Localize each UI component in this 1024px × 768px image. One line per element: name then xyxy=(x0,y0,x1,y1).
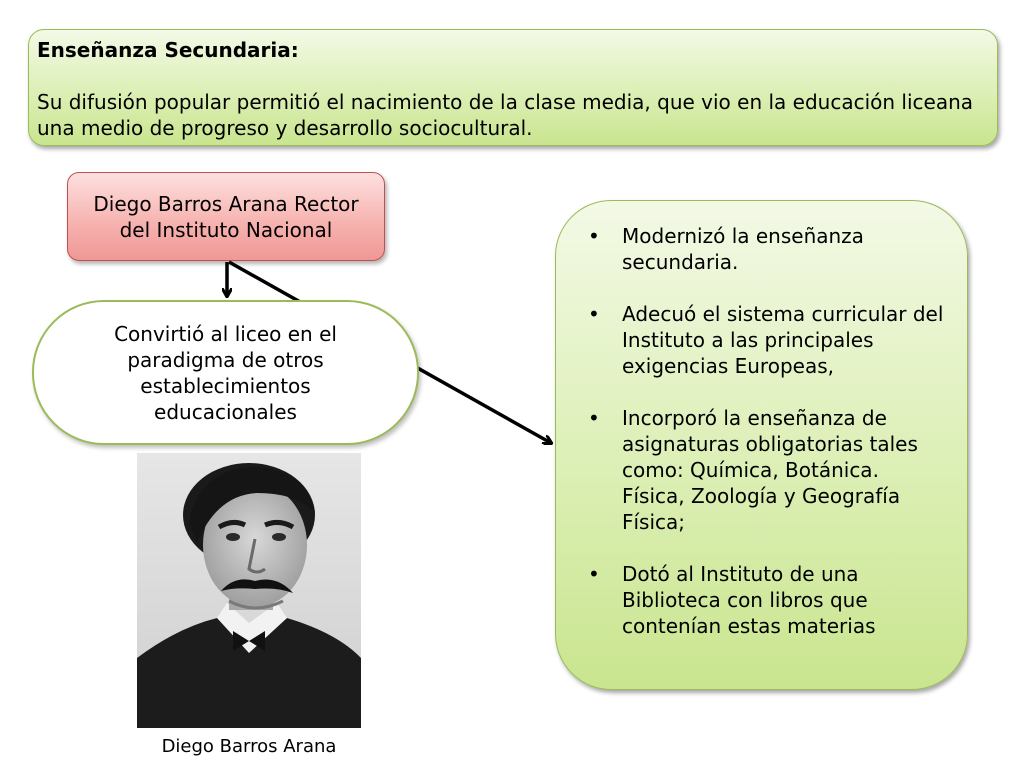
liceo-paradigm-box xyxy=(32,300,419,445)
header-text: Su difusión popular permitió el nacimiento de la clase media, que vio en la educación liceana una medio de progreso y desarrollo sociocultural. xyxy=(37,90,974,140)
achievement-item: • Dotó al Instituto de una Biblioteca con libros que contenían estas materias xyxy=(588,561,947,639)
header-title: Enseñanza Secundaria: xyxy=(37,38,299,62)
achievement-item: • Adecuó el sistema curricular del Instituto a las principales exigencias Europeas, xyxy=(588,301,947,379)
achievement-item: • Modernizó la enseñanza secundaria. xyxy=(588,223,947,275)
achievement-item: • Incorporó la enseñanza de asignaturas obligatorias tales como: Química, Botánica. Física, Zoología y Geografía Física; xyxy=(588,405,947,535)
liceo-paradigm-text: Convirtió al liceo en el paradigma de otros establecimientos educacionales xyxy=(114,321,337,424)
rector-box-text: Diego Barros Arana Rector del Instituto Nacional xyxy=(93,191,359,242)
portrait-caption: Diego Barros Arana xyxy=(161,736,337,757)
